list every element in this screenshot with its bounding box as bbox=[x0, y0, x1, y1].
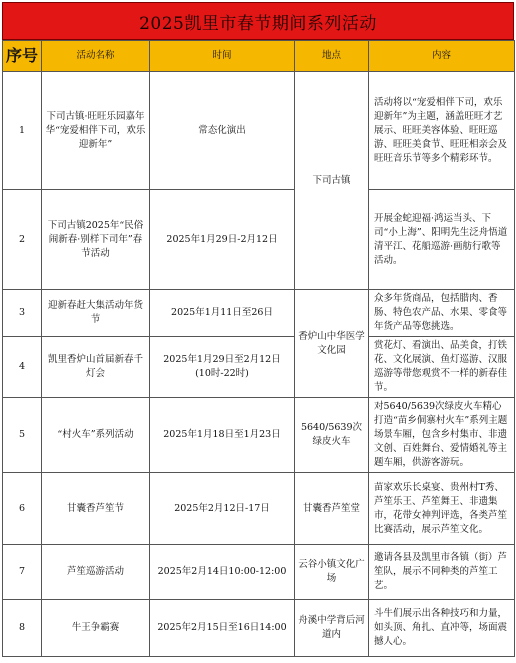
row-seq: 5 bbox=[3, 398, 42, 473]
row-content: 开展金蛇迎福·鸿运当头、下司“小上海”、阳明先生泛舟悟道清平江、花船巡游·画舫行歌等活动。 bbox=[369, 190, 515, 290]
row-name: 芦笙巡游活动 bbox=[42, 545, 150, 600]
row-content: 斗牛们展示出各种技巧和力量，如头顶、角扎、直冲等，场面震撼人心。 bbox=[369, 600, 515, 657]
table-row bbox=[3, 600, 515, 657]
row-time: 常态化演出 bbox=[150, 72, 295, 190]
row-time: 2025年1月18日至1月23日 bbox=[150, 398, 295, 473]
activity-table bbox=[2, 40, 515, 657]
row-place: 甘囊香芦笙堂 bbox=[295, 473, 369, 545]
row-name: 下司古镇2025年“民俗闹新春·别样下司年”春节活动 bbox=[42, 190, 150, 290]
row-content: 苗家欢乐长桌宴、贵州村T秀、芦笙乐王、芦笙舞王、非遗集市，花带女神判评选，各类芦笙比赛活动，展示芦笙文化。 bbox=[369, 473, 515, 545]
row-content: 邀请各县及凯里市各镇（街）芦笙队，展示不同种类的芦笙工艺。 bbox=[369, 545, 515, 600]
row-seq: 6 bbox=[3, 473, 42, 545]
row-time: 2025年1月11日至26日 bbox=[150, 290, 295, 337]
row-seq: 8 bbox=[3, 600, 42, 657]
row-content: 众多年货商品，包括腊肉、香肠、特色农产品、水果、零食等年货产品等您挑选。 bbox=[369, 290, 515, 337]
row-seq: 2 bbox=[3, 190, 42, 290]
row-name: 牛王争霸赛 bbox=[42, 600, 150, 657]
table-row bbox=[3, 72, 515, 190]
row-place: 5640/5639次绿皮火车 bbox=[295, 398, 369, 473]
row-time: 2025年1月29日至2月12日 bbox=[163, 354, 281, 365]
row-seq: 3 bbox=[3, 290, 42, 337]
row-name: 迎新春赶大集活动年货节 bbox=[42, 290, 150, 337]
row-place: 云谷小镇文化广场 bbox=[295, 545, 369, 600]
table-row bbox=[3, 290, 515, 337]
row-time: 2025年1月29日-2月12日 bbox=[150, 190, 295, 290]
header-time: 时间 bbox=[150, 41, 295, 72]
row-seq: 7 bbox=[3, 545, 42, 600]
row-place: 舟溪中学背后河道内 bbox=[295, 600, 369, 657]
table-row bbox=[3, 337, 515, 398]
row-place-merged: 下司古镇 bbox=[295, 72, 369, 290]
table-row bbox=[3, 190, 515, 290]
row-place-merged: 香炉山中华医学文化园 bbox=[295, 290, 369, 398]
row-name: 下司古镇·旺旺乐园嘉年华“宠爱相伴下司，欢乐迎新年” bbox=[42, 72, 150, 190]
row-content: 活动将以“宠爱相伴下司，欢乐迎新年”为主题，涵盖旺旺才艺展示、旺旺美容体验、旺旺巡游、旺旺美食节、旺旺相亲会及旺旺音乐节等多个精彩环节。 bbox=[369, 72, 515, 190]
sheet-title: 2025凯里市春节期间系列活动 bbox=[2, 2, 514, 40]
header-seq: 序号 bbox=[3, 41, 42, 72]
row-content: 对5640/5639次绿皮火车精心打造“苗乡侗寨村火车”系列主题场景车厢，包含乡村集市、非遗文创、百姓舞台、爱情婚礼等主题车厢，供游客游玩。 bbox=[369, 398, 515, 473]
row-seq: 4 bbox=[3, 337, 42, 398]
row-time-hours: (10时-22时) bbox=[195, 368, 249, 379]
table-row bbox=[3, 545, 515, 600]
row-content: 赏花灯、看演出、品美食，打铁花、文化展演、鱼灯巡游、汉服巡游等带您观赏不一样的新春佳节。 bbox=[369, 337, 515, 398]
row-time-cell bbox=[150, 337, 295, 398]
header-name: 活动名称 bbox=[42, 41, 150, 72]
row-seq: 1 bbox=[3, 72, 42, 190]
table-row bbox=[3, 398, 515, 473]
header-place: 地点 bbox=[295, 41, 369, 72]
row-time: 2025年2月14日10:00-12:00 bbox=[150, 545, 295, 600]
row-name: 甘囊香芦笙节 bbox=[42, 473, 150, 545]
row-time: 2025年2月12日-17日 bbox=[150, 473, 295, 545]
row-name: 凯里香炉山首届新春千灯会 bbox=[42, 337, 150, 398]
header-row bbox=[3, 41, 515, 72]
row-name: “村火车”系列活动 bbox=[42, 398, 150, 473]
header-content: 内容 bbox=[369, 41, 515, 72]
table-row bbox=[3, 473, 515, 545]
row-time: 2025年2月15日至16日14:00 bbox=[150, 600, 295, 657]
